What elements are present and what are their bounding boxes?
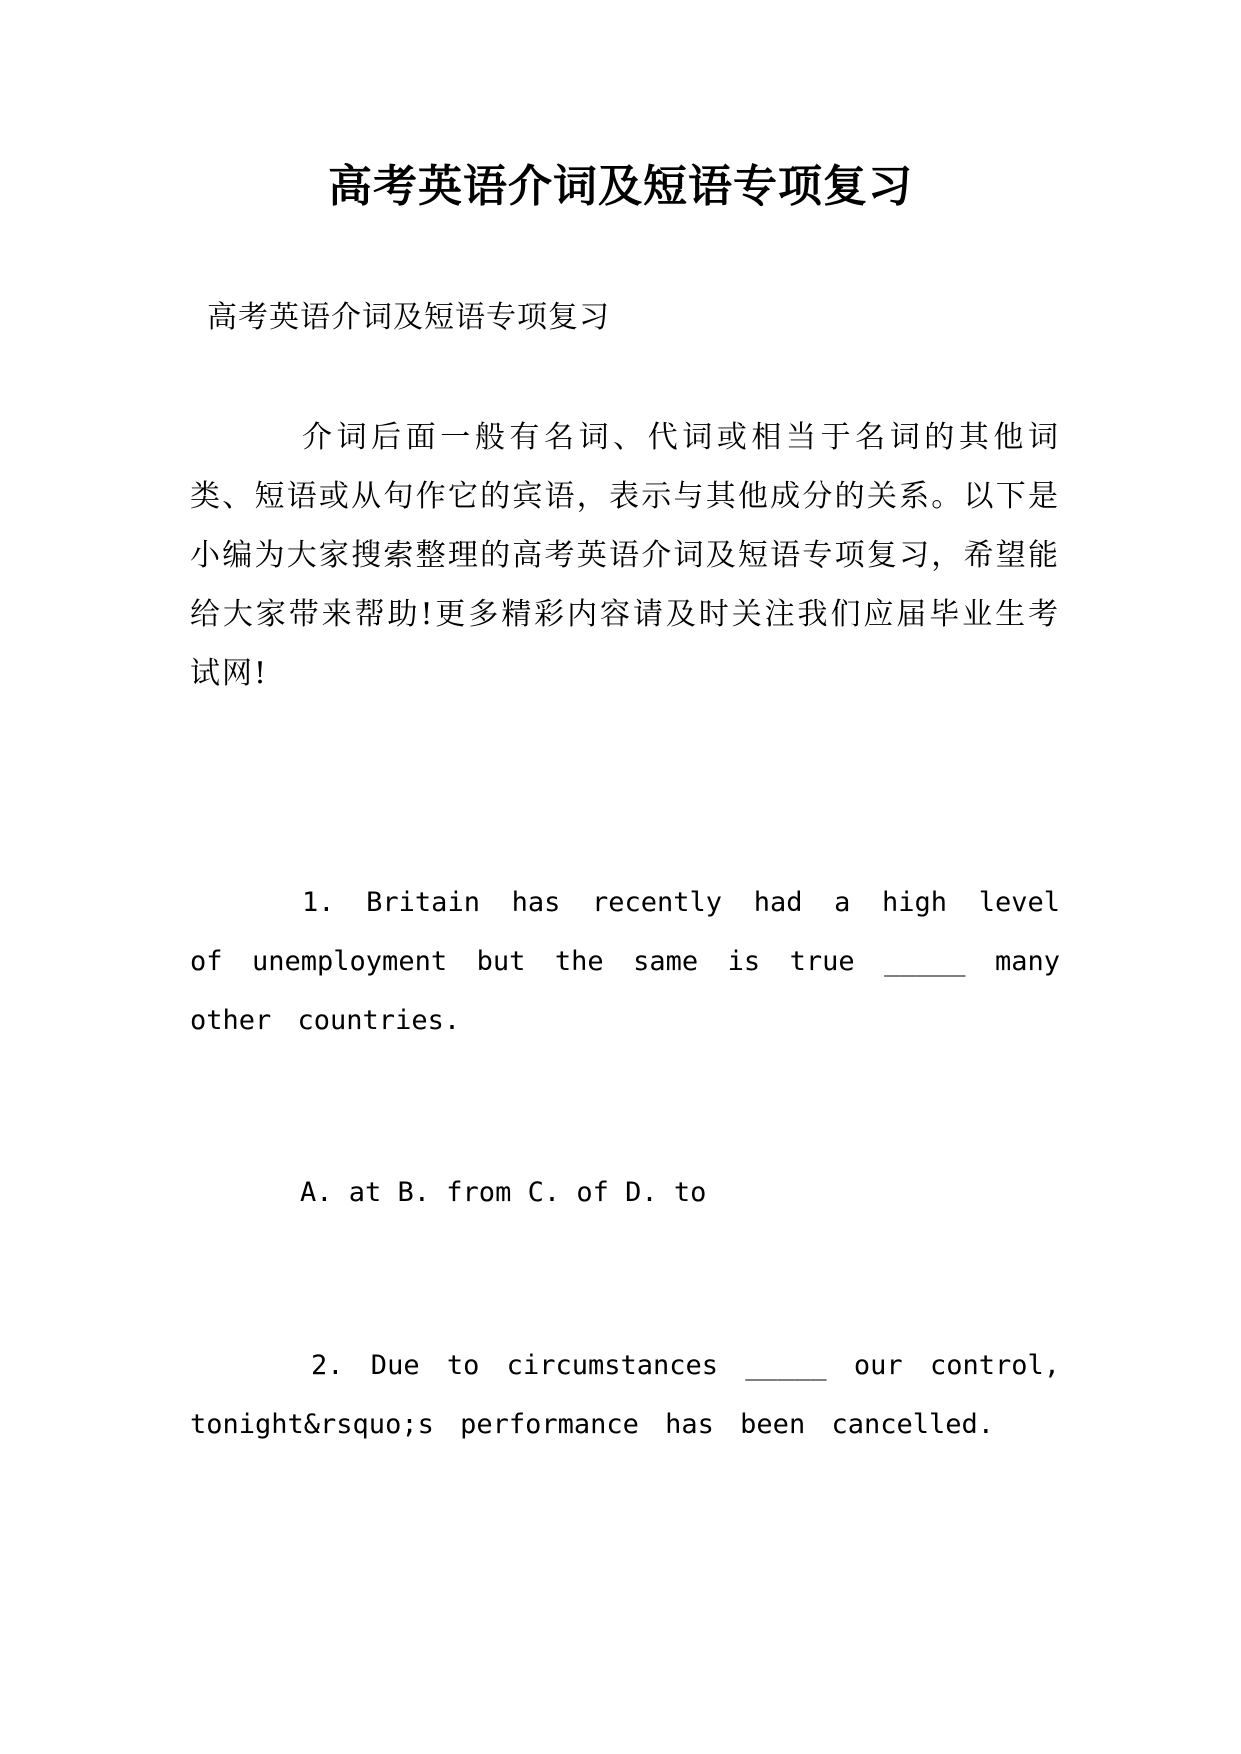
document-title: 高考英语介词及短语专项复习 (328, 161, 913, 212)
question-1-options: A. at B. from C. of D. to (300, 1177, 707, 1208)
document-subtitle: 高考英语介词及短语专项复习 (207, 300, 610, 335)
intro-paragraph: 介词后面一般有名词、代词或相当于名词的其他词类、短语或从句作它的宾语，表示与其他成分的关系。以下是小编为大家搜索整理的高考英语介词及短语专项复习，希望能给大家带来帮助!更多精彩内容请及时关注我们应届毕业生考试网! (190, 420, 1060, 691)
question-1-text: 1. Britain has recently had a high level of unemployment but the same is true _____ many other countries. (190, 887, 1060, 1036)
question-2-text: 2. Due to circumstances _____ our control, tonight&rsquo;s performance has been cancelled. (190, 1350, 1060, 1440)
